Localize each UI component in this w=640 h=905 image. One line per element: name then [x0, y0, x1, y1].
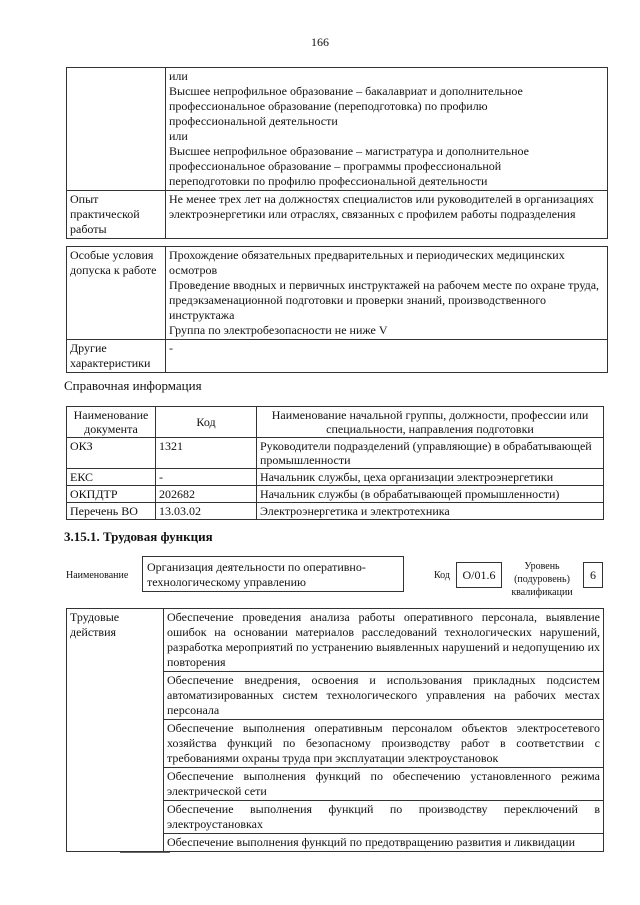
labor-action-item: Обеспечение выполнения функций по обеспечению установленного режима электрической сети — [164, 768, 604, 801]
reference-table — [66, 406, 604, 520]
table-cell: 1321 — [156, 438, 257, 469]
table-cell: ЕКС — [67, 469, 156, 486]
table-row — [67, 438, 604, 469]
function-name-box: Организация деятельности по оперативно-технологическому управлению — [142, 556, 404, 592]
other-characteristics-value: - — [166, 340, 608, 373]
table-cell: Электроэнергетика и электротехника — [257, 503, 604, 520]
special-conditions-cell — [166, 247, 608, 340]
code-label: Код — [434, 570, 450, 581]
education-line: или — [169, 69, 188, 83]
education-line: профессиональное образование (переподготовка) по профилю — [169, 99, 488, 113]
experience-value: Не менее трех лет на должностях специалистов или руководителей в организациях электроэнергетики или отраслях, связанных с профилем работы подразделения — [166, 191, 608, 239]
table-row — [67, 486, 604, 503]
labor-action-item: Обеспечение проведения анализа работы оперативного персонала, выявление ошибок на основании материалов расследований технологических нарушений, разработка мероприятий по устранению выявленных нарушений и недопущению их повторения — [164, 609, 604, 672]
condition-line: Группа по электробезопасности не ниже V — [169, 323, 388, 337]
column-header: Наименование начальной группы, должности, профессии или специальности, направления подготовки — [257, 407, 604, 438]
education-line: профессиональной деятельности — [169, 114, 338, 128]
page-number: 166 — [311, 35, 329, 49]
footer-divider — [120, 852, 170, 853]
condition-line: Проведение вводных и первичных инструктажей на рабочем месте по охране труда, предэкзаменационной подготовки и проверки знаний, производственного инструктажа — [169, 278, 600, 322]
education-line: Высшее непрофильное образование – магистратура и дополнительное — [169, 144, 529, 158]
labor-action-item: Обеспечение внедрения, освоения и использования прикладных подсистем автоматизированных систем технологического управления на рабочих местах персонала — [164, 672, 604, 720]
table-cell: Руководители подразделений (управляющие) в обрабатывающей промышленности — [257, 438, 604, 469]
condition-line: Прохождение обязательных предварительных и периодических медицинских осмотров — [169, 248, 565, 277]
table-row — [67, 503, 604, 520]
table-cell: ОКЗ — [67, 438, 156, 469]
labor-action-item: Обеспечение выполнения оперативным персоналом объектов электросетевого хозяйства функций по безопасному производству работ в соответствии с требованиями охраны труда при эксплуатации электроустановок — [164, 720, 604, 768]
table-cell: Начальник службы (в обрабатывающей промышленности) — [257, 486, 604, 503]
table-cell: Перечень ВО — [67, 503, 156, 520]
column-header: Наименование документа — [67, 407, 156, 438]
name-label: Наименование — [66, 570, 129, 581]
labor-actions-label: Трудовые действия — [67, 609, 164, 852]
other-characteristics-label: Другие характеристики — [67, 340, 166, 373]
reference-title: Справочная информация — [64, 378, 202, 393]
labor-actions-table — [66, 608, 604, 852]
table-cell: 202682 — [156, 486, 257, 503]
experience-label: Опыт практической работы — [67, 191, 166, 239]
column-header: Код — [156, 407, 257, 438]
qualification-level-label: Уровень (подуровень) квалификации — [511, 561, 573, 598]
education-continuation-cell — [166, 68, 608, 191]
labor-function-title: 3.15.1. Трудовая функция — [64, 529, 213, 544]
table-cell: 13.03.02 — [156, 503, 257, 520]
education-line: Высшее непрофильное образование – бакалавриат и дополнительное — [169, 84, 523, 98]
empty-label-cell — [67, 68, 166, 191]
education-line: переподготовки по профилю профессиональной деятельности — [169, 174, 488, 188]
table-row — [67, 469, 604, 486]
labor-function-header — [66, 556, 612, 600]
qualification-level-box: 6 — [583, 562, 603, 588]
table-cell: ОКПДТР — [67, 486, 156, 503]
table-header-row — [67, 407, 604, 438]
labor-action-item: Обеспечение выполнения функций по производству переключений в электроустановках — [164, 801, 604, 834]
education-line: профессиональное образование – программы профессиональной — [169, 159, 502, 173]
table-cell: Начальник службы, цеха организации электроэнергетики — [257, 469, 604, 486]
table-cell: - — [156, 469, 257, 486]
function-code-box: О/01.6 — [456, 562, 502, 588]
special-conditions-label: Особые условия допуска к работе — [67, 247, 166, 340]
conditions-table — [66, 246, 608, 373]
education-table — [66, 67, 608, 239]
education-line: или — [169, 129, 188, 143]
labor-action-item: Обеспечение выполнения функций по предотвращению развития и ликвидации — [164, 834, 604, 852]
